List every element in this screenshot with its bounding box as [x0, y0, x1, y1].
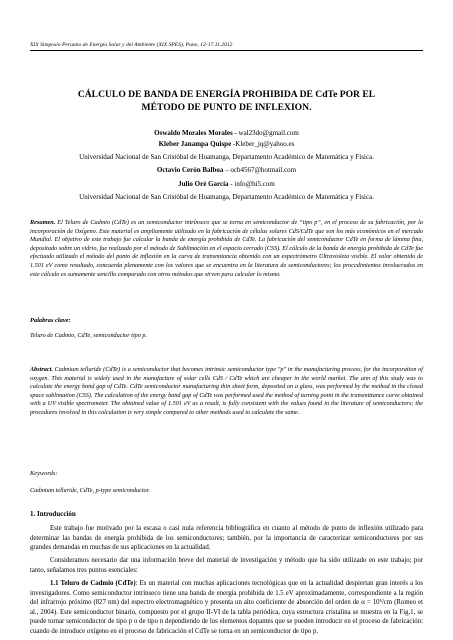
- title-line-1: CÁLCULO DE BANDA DE ENERGÍA PROHIBIDA DE CdTe POR EL: [77, 89, 376, 100]
- author-2-email: -Kleber_jq@yahoo.es: [231, 140, 295, 148]
- resumen-label: Resumen.: [30, 219, 56, 226]
- palabras-clave-heading: Palabras clave:: [30, 317, 71, 324]
- keywords-heading: Keywords:: [30, 470, 58, 477]
- author-3: [20, 166, 433, 175]
- resumen-paragraph: [30, 219, 423, 279]
- abstract-text: Cadmium telluride (CdTe) is a semiconductor that becomes intrinsic semiconductor type "p" in the manufacturing process, for the incorporation of oxygen. This material is widely used in the manufacture of solar cells CdS / CdTe which are cheaper in the world market. The aim of this study was to calculate the energy band gap of CdTe. CdTe semiconductor manufacturing thin sheet form, deposited on a glass, was performed by the method in the closed space sublimation (CSS). The calculation of the energy band gap of CdTe was performed used the method of turning point in the transmittance curve obtained with a UV visible spectrometer. The obtained value of 1.501 eV as a result, is fully consistent with the values found in the literature of semiconductors; the procedures involved in this calculation is very simple compared to other methods used to calculate the same.: [30, 366, 423, 416]
- author-3-email: – ocb4567@hotmail.com: [223, 166, 297, 174]
- author-4: [20, 180, 433, 189]
- header-rule: [30, 50, 423, 51]
- palabras-clave-text: Teluro de Cadmio, CdTe, semiconductor tipo p.: [30, 332, 148, 339]
- author-1-name: Oswaldo Morales Morales: [154, 129, 233, 137]
- author-1: [20, 129, 433, 138]
- paper-title: [30, 88, 423, 114]
- author-2: [20, 140, 433, 149]
- abstract-paragraph: [30, 366, 423, 418]
- affiliation-2: Universidad Nacional de San Cristóbal de Huamanga, Departamento Académico de Matemática y Física.: [79, 193, 374, 201]
- intro-paragraph-2: Consideramos necesario dar una información breve del material de investigación y método que ha sido utilizado en este trabajo; por tanto, señalamos tres puntos esenciales:: [30, 557, 423, 574]
- author-4-name: Julio Oré García: [178, 180, 229, 188]
- intro-paragraph-3: [30, 579, 423, 637]
- abstract-label: Abstract.: [30, 366, 53, 373]
- affiliation-1: Universidad Nacional de San Cristóbal de Huamanga, Departamento Académico de Matemática y Física.: [79, 153, 374, 161]
- section-1-heading: 1. Introducción: [30, 510, 76, 518]
- author-1-email: - wal23do@gmail.com: [232, 129, 299, 137]
- resumen-text: El Teluro de Cadmio (CdTe) es un semiconductor intrínseco que se torna en semiconductor de “tipo p”, en el proceso de su fabricación, por la incorporación de Oxígeno. Este material es ampliamente utilizado en la fabricación de células solares CdS/CdTe que son los más económicos en el mercado Mundial. El objetivo de este trabajo fue calcular la banda de energía prohibida de CdTe. La fabricación del semiconductor CdTe en forma de lámina fina, depositado sobre un vidrio, fue realizado por el método de Sublimación en el espacio cerrado (CSS). El cálculo de la banda de energía prohibida de CdTe fue efectuado utilizado el método del punto de inflexión en la curva de transmitancia obtenido con un espectrómetro Ultravioleta visible. El valor obtenido de 1.501 eV como resultado, concuerda plenamente con los valores que se encuentra en la literatura de semiconductores; los procedimientos involucrados en este cálculo es sumamente sencillo comparado con otros métodos que sirven para calcular lo mismo.: [30, 219, 423, 278]
- author-3-name: Octavio Cerón Balboa: [156, 166, 224, 174]
- cdte-subheading: 1.1 Teluro de Cadmio (CdTe): [50, 580, 136, 587]
- author-2-name: Kleber Janampa Quispe: [158, 140, 232, 148]
- cdte-text: : Es un material con muchas aplicaciones tecnológicas que en la actualidad despiertan gran interés a los investigadores. Como semiconductor intrínseco tiene una banda de energía prohibida de 1.5 eV aproximadamente, correspondiente a la región del infrarrojo próximo (827 nm) del espectro electromagnético y presenta un alto coeficiente de absorción del orden de α = 10⁵/cm (Romeo et al., 2004). Este semiconductor binario, compuesto por el grupo II-VI de la tabla periódica, cuya estructura cristalina se muestra en la Fig.1, se puede tornar semiconductor de tipo p o de tipo n dependiendo de los elementos dopantes que se pueden introducir en el proceso de fabricación: cuando de introduce oxígeno en el proceso de fabricación el CdTe se torna en un semiconductor de tipo p.: [30, 580, 424, 635]
- running-header: XIX Simposio Peruano de Energía Solar y del Ambiente (XIX SPES), Puno, 12-17.11.2012: [30, 42, 233, 48]
- intro-paragraph-1: Este trabajo fue motivado por la escasa o casi nula referencia bibliográfica en cuanto al método de punto de inflexión utilizado para determinar las bandas de energía prohibida de los semiconductores; también, por la importancia de caracterizar semiconductores por sus grandes demandas en muchas de sus aplicaciones en la actualidad.: [30, 525, 423, 552]
- keywords-text: Cadmium telluride, CdTe, p-type semiconductor.: [30, 487, 150, 494]
- author-4-email: - info@hi5.com: [228, 180, 275, 188]
- title-line-2: MÉTODO DE PUNTO DE INFLEXION.: [141, 102, 312, 113]
